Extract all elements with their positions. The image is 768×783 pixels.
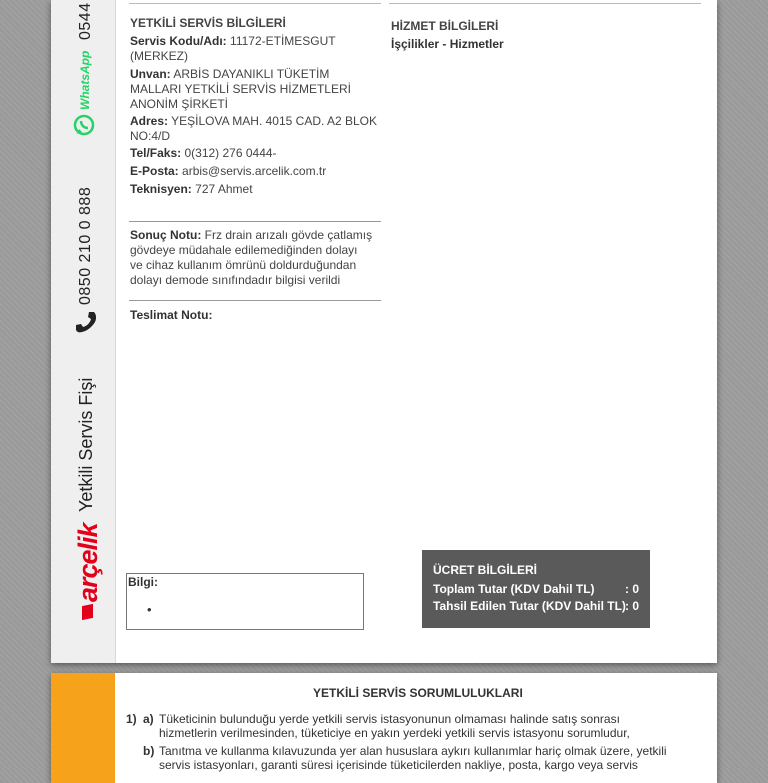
- whatsapp-label: WhatsApp: [78, 50, 92, 110]
- address-value: YEŞİLOVA MAH. 4015 CAD. A2 BLOK: [171, 114, 378, 128]
- slip-sidebar: [51, 0, 116, 663]
- result-note-line2: gövdeye müdahale edilemediğinden dolayı: [130, 243, 358, 257]
- info-bullet: •: [147, 602, 152, 617]
- phone-icon: [75, 311, 97, 335]
- service-code-value: 11172-ETİMESGUT: [230, 34, 336, 48]
- company-title-field: [130, 67, 380, 112]
- result-note: [130, 228, 382, 288]
- result-note-line1: Frz drain arızalı gövde çatlamış: [204, 228, 373, 242]
- service-details-subtitle: İşçilikler - Hizmetler: [391, 37, 504, 51]
- service-info-title: YETKİLİ SERVİS BİLGİLERİ: [130, 16, 286, 30]
- service-details-title: HİZMET BİLGİLERİ: [391, 19, 499, 33]
- address-field: [130, 114, 382, 144]
- service-code-value-2: (MERKEZ): [130, 49, 188, 63]
- company-title-value: ARBİS DAYANIKLI TÜKETİM: [173, 67, 330, 81]
- item-a-line1: Tüketicinin bulunduğu yerde yetkili servis istasyonunun olmaması halinde satış sonrası: [159, 712, 620, 726]
- technician-field: [130, 182, 253, 197]
- result-note-line3: ve cihaz kullanım ömrünü doldurduğundan: [130, 258, 357, 272]
- item-number: 1): [126, 712, 137, 726]
- item-b-marker: b): [143, 744, 155, 758]
- arcelik-logo-mark: [82, 604, 93, 620]
- fee-total-value: : 0: [625, 582, 640, 596]
- info-label: Bilgi:: [128, 575, 158, 589]
- address-value-2: NO:4/D: [130, 129, 171, 143]
- info-box: [126, 573, 364, 630]
- company-title-value-3: ANONİM ŞİRKETİ: [130, 97, 229, 111]
- item-a-marker: a): [143, 712, 154, 726]
- technician-label: Teknisyen:: [130, 182, 192, 196]
- phone-fax-label: Tel/Faks:: [130, 146, 182, 160]
- whatsapp-number: 0544: [77, 2, 94, 40]
- fee-collected-value: : 0: [625, 599, 640, 613]
- company-title-label: Unvan:: [130, 67, 171, 81]
- address-label: Adres:: [130, 114, 169, 128]
- brand-logo: arçelik: [73, 523, 103, 602]
- service-phone-number: 0850 210 0 888: [77, 186, 94, 305]
- company-title-value-2: MALLARI YETKİLİ SERVİS HİZMETLERİ: [130, 82, 351, 96]
- responsibilities-sheet: [51, 673, 717, 783]
- orange-sidebar: [51, 673, 115, 783]
- technician-value: 727 Ahmet: [195, 182, 253, 196]
- service-slip-sheet: [51, 0, 717, 663]
- whatsapp-icon: [72, 113, 96, 137]
- fee-title: ÜCRET BİLGİLERİ: [433, 563, 537, 577]
- divider-result: [129, 221, 381, 222]
- delivery-note: [130, 308, 212, 323]
- service-code-label: Servis Kodu/Adı:: [130, 34, 227, 48]
- responsibilities-title: YETKİLİ SERVİS SORUMLULUKLARI: [313, 686, 523, 700]
- item-b-line1: Tanıtma ve kullanma kılavuzunda yer alan hususlara aykırı kullanımlar hariç olmak üzere, yetkili: [159, 744, 667, 758]
- result-note-label: Sonuç Notu:: [130, 228, 202, 242]
- top-divider-left: [129, 3, 381, 4]
- phone-fax-field: [130, 146, 277, 161]
- fee-box: [422, 550, 650, 628]
- fee-collected-label: Tahsil Edilen Tutar (KDV Dahil TL): [433, 599, 626, 613]
- slip-title: Yetkili Servis Fişi: [76, 377, 96, 512]
- top-divider-right: [389, 3, 701, 4]
- fee-total-label: Toplam Tutar (KDV Dahil TL): [433, 582, 595, 596]
- email-value: arbis@servis.arcelik.com.tr: [182, 164, 327, 178]
- email-field: [130, 164, 326, 179]
- item-a-line2: hizmetlerin verilmesinden, tüketiciye en yakın yerdeki yetkili servis istasyonu sorumludur,: [159, 726, 630, 740]
- service-code-field: [130, 34, 380, 64]
- result-note-line4: dolayı demode sınıfındadır bilgisi verildi: [130, 273, 341, 287]
- delivery-note-label: Teslimat Notu:: [130, 308, 213, 322]
- divider-delivery: [129, 300, 381, 301]
- email-label: E-Posta:: [130, 164, 179, 178]
- phone-fax-value: 0(312) 276 0444-: [184, 146, 277, 160]
- item-b-line2: servis istasyonları, garanti süresi içerisinde tüketicilerden nakliye, posta, kargo veya servis: [159, 758, 638, 772]
